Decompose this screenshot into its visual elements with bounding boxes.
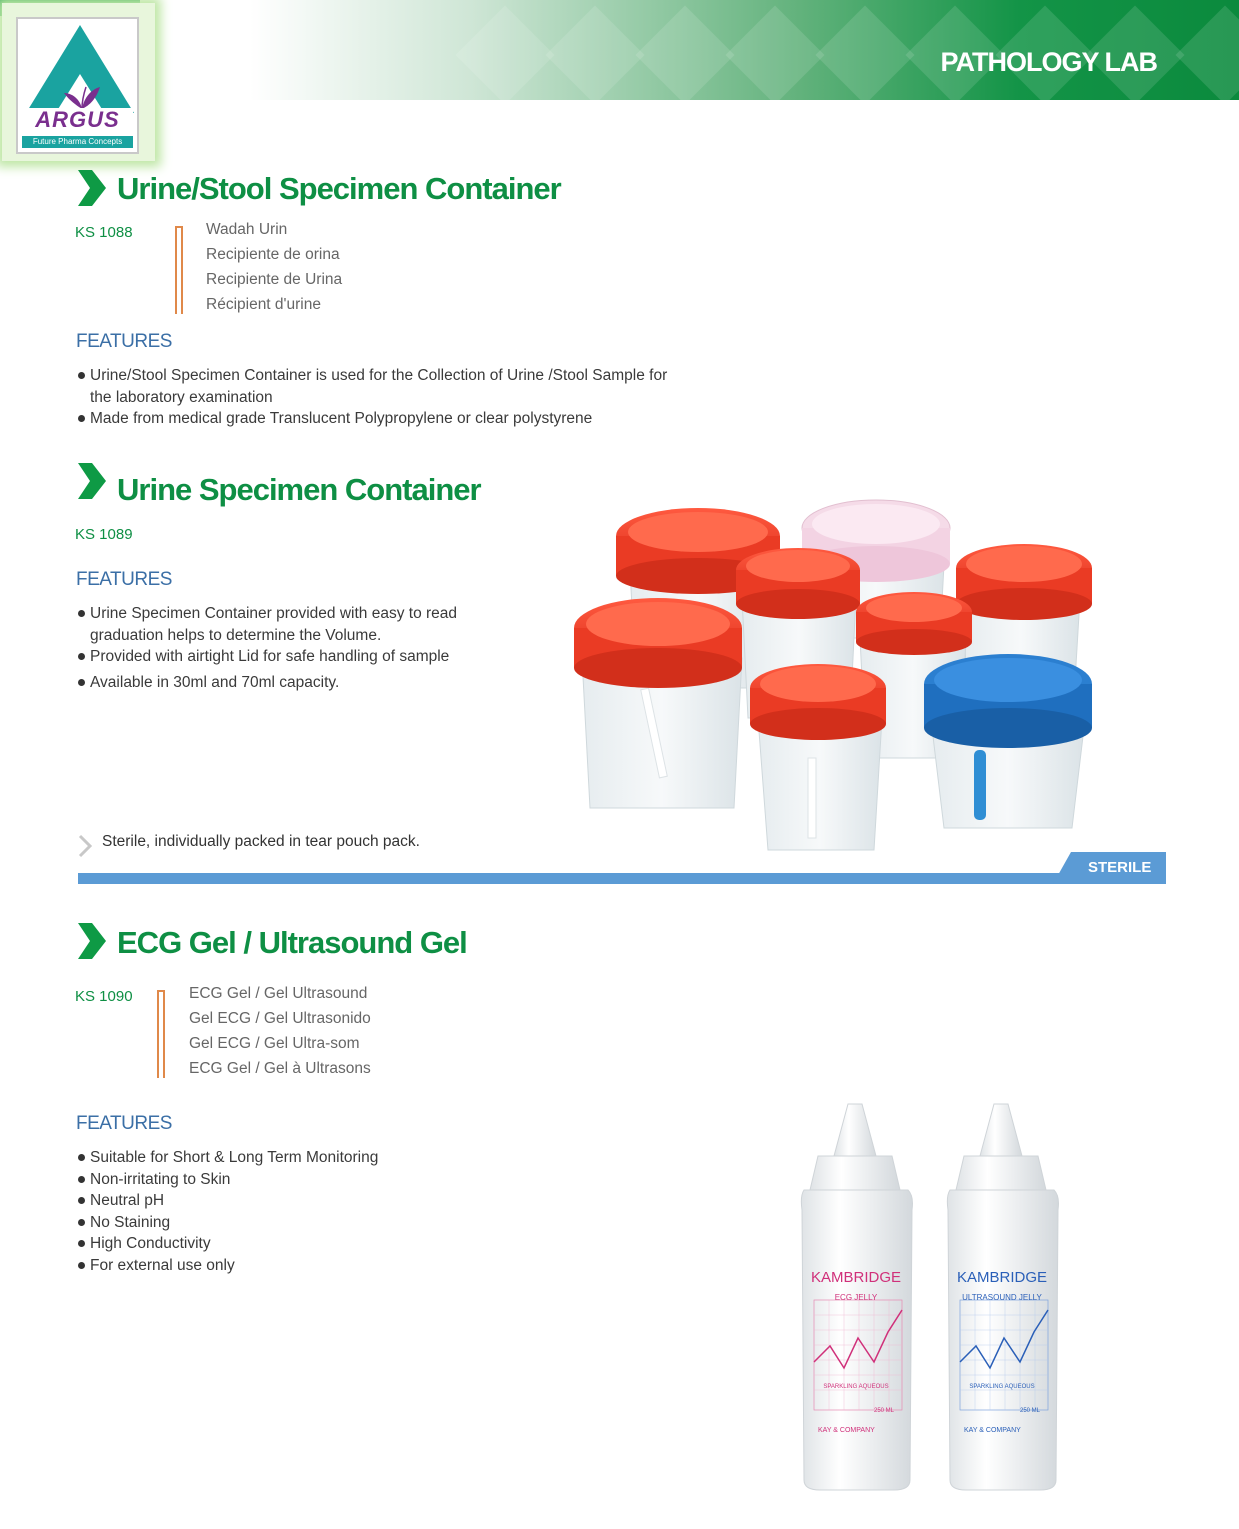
logo-name: ARGUS — [22, 108, 133, 132]
features-heading: FEATURES — [76, 331, 172, 352]
translations-list — [206, 217, 342, 317]
feature-item: Available in 30ml and 70ml capacity. — [77, 672, 517, 694]
translation-item: Recipiente de Urina — [206, 271, 343, 288]
bottle-maker: KAY & COMPANY — [818, 1427, 875, 1434]
page-category-title: PATHOLOGY LAB — [940, 47, 1157, 77]
bottle-product: ECG JELLY — [834, 1293, 878, 1302]
translation-item: Gel ECG / Gel Ultrasonido — [189, 1010, 371, 1027]
features-heading: FEATURES — [76, 1113, 172, 1134]
features-heading: FEATURES — [76, 569, 172, 590]
translation-item: ECG Gel / Gel Ultrasound — [189, 985, 368, 1002]
translation-item: Récipient d'urine — [206, 296, 321, 313]
translation-item: Recipiente de orina — [206, 246, 340, 263]
feature-item: Urine/Stool Specimen Container is used for the Collection of Urine /Stool Sample for the laboratory examination — [77, 365, 717, 408]
features-list — [77, 1147, 457, 1276]
bottle-volume: 250 ML — [873, 1408, 894, 1414]
feature-item: Provided with airtight Lid for safe handling of sample — [77, 646, 517, 668]
product-code: KS 1090 — [75, 988, 133, 1005]
bracket-divider — [175, 226, 183, 314]
translation-item: Gel ECG / Gel Ultra-som — [189, 1035, 360, 1052]
sterile-badge-label: STERILE — [1088, 859, 1152, 876]
section-title-urine-stool: Urine/Stool Specimen Container — [117, 171, 561, 206]
ecg-jelly-bottle — [801, 1104, 912, 1490]
section-title-urine: Urine Specimen Container — [117, 472, 481, 507]
section-chevron-icon — [78, 923, 106, 959]
argus-logo — [2, 3, 155, 161]
specimen-containers-image — [570, 488, 1100, 860]
translations-list — [189, 981, 371, 1081]
translation-item: Wadah Urin — [206, 221, 288, 238]
sterile-divider-bar — [78, 873, 1166, 884]
product-code: KS 1089 — [75, 526, 133, 543]
feature-item: Suitable for Short & Long Term Monitoring — [77, 1147, 457, 1169]
section-chevron-icon — [78, 170, 106, 206]
feature-item: Non-irritating to Skin — [77, 1169, 457, 1191]
bottle-brand: KAMBRIDGE — [810, 1269, 902, 1286]
bottle-brand: KAMBRIDGE — [956, 1269, 1048, 1286]
gel-bottles-image — [796, 1100, 1066, 1494]
feature-item: For external use only — [77, 1255, 457, 1277]
bottle-volume: 250 ML — [1019, 1408, 1040, 1414]
bottle-sub: SPARKLING AQUEOUS — [969, 1384, 1035, 1390]
feature-item: Made from medical grade Translucent Polypropylene or clear polystyrene — [77, 408, 717, 430]
feature-item: Neutral pH — [77, 1190, 457, 1212]
chevron-right-icon — [78, 834, 92, 858]
section-title-ecg-gel: ECG Gel / Ultrasound Gel — [117, 925, 467, 960]
features-list — [77, 603, 517, 693]
feature-item: High Conductivity — [77, 1233, 457, 1255]
logo-tagline: Future Pharma Concepts — [22, 136, 133, 148]
bottle-maker: KAY & COMPANY — [964, 1427, 1021, 1434]
bottle-sub: SPARKLING AQUEOUS — [823, 1384, 889, 1390]
translation-item: ECG Gel / Gel à Ultrasons — [189, 1060, 371, 1077]
ultrasound-jelly-bottle — [947, 1104, 1058, 1490]
bracket-divider — [157, 990, 165, 1078]
bottle-product: ULTRASOUND JELLY — [962, 1293, 1042, 1302]
feature-item: No Staining — [77, 1212, 457, 1234]
section-chevron-icon — [78, 463, 106, 499]
feature-item: Urine Specimen Container provided with easy to read graduation helps to determine the Volume. — [77, 603, 517, 646]
sterile-note: Sterile, individually packed in tear pouch pack. — [102, 833, 420, 850]
product-code: KS 1088 — [75, 224, 133, 241]
features-list — [77, 365, 717, 430]
